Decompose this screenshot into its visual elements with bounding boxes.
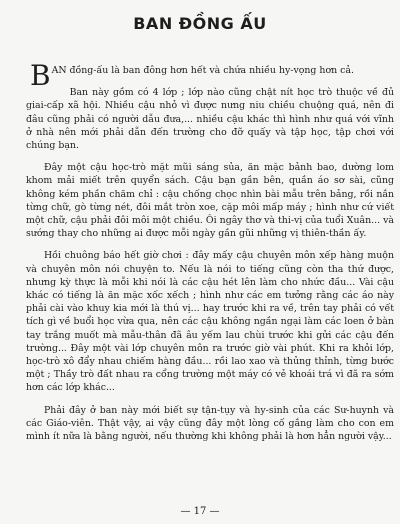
paragraph-2: Ban này gồm có 4 lớp ; lớp nào cũng chật nít học trò thuộc về đủ giai-cấp xã hội. Nhiều cậu nhỏ vì được nưng niu chiều chuộng quá, nên đi đâu cũng phải có người dẫu đưa,... nhiều cậu khác thì hình như quá với vĩnh ở nhà nên mới phải dẫn đến trường cho đỡ quấy và tập học, tập chơi với chúng bạn.: [26, 87, 394, 152]
paragraph-3: Đây một cậu học-trò mặt mũi sáng sủa, ăn mặc bảnh bao, dường lom khom mải miết trên quyển sách. Cậu bạn gần bên, quần áo sơ sài, cũng không kém phần chăm chỉ : cậu chống chọc nhìn bài mẫu trên bảng, rồi nắn từng chữ, gò từng nét, đôi mắt tròn xoe, cặp môi mấp máy ; hình như cứ viết một chữ, cậu phải đôi môi một chiều. Ôi ngây thơ và thi-vị của tuổi Xuân... và sướng thay cho những ai được mỗi ngày gần gũi những vị thiên-thần ấy.: [26, 162, 394, 240]
page-title: BAN ĐỒNG ẤU: [133, 14, 267, 33]
paragraph-4: Hồi chuông báo hết giờ chơi : đây mấy cậu chuyên môn xếp hàng muộn và chuyên môn nói chuyện to. Nếu là nói to tiếng cũng còn tha thứ được, nhưng kỳ thực là mỗi khi nói là các cậu hét lên làm cho nhức đầu... Vài cậu khác có tiếng là ăn mặc xốc xếch ; hình như các em tưởng rằng các áo này phải cài vào khuy kia mới là thú vị... hay trước khi ra về, trên tay phải có vết tích gì về buổi học vừa qua, nên các cậu không ngần ngại làm các loen ở bàn tay trắng muốt mà mẫu-thân đã âu yếm lau chùi trước khi gửi các cậu đến trường... Đây một vài lớp chuyên môn ra trước giờ vài phút. Khi ra khỏi lớp, học-trò xô đẩy nhau chiếm hàng đầu... rồi lao xao và thủng thỉnh, từng bước một ; Thầy trò đất nhau ra cổng trường một máy có vẻ khoái trá vì đã ra sớm hơn các lớp khác...: [26, 250, 394, 394]
paragraph-1-text: AN đồng-ấu là ban đông hơn hết và chứa nhiều hy-vọng hơn cả.: [51, 65, 354, 76]
article-body: [26, 60, 394, 452]
paragraph-5: Phải đây ở ban này mới biết sự tận-tụy và hy-sinh của các Sư-huynh và các Giáo-viên. Thật vậy, ai vậy cũng đây một lòng cố gắng làm cho con em mình ít nữa là bằng người, nếu thường khi không phải là hơn hẳn người vậy...: [26, 404, 394, 443]
drop-cap: B: [30, 59, 51, 92]
paragraph-1: [26, 59, 394, 92]
page-number: — 17 —: [180, 506, 220, 517]
